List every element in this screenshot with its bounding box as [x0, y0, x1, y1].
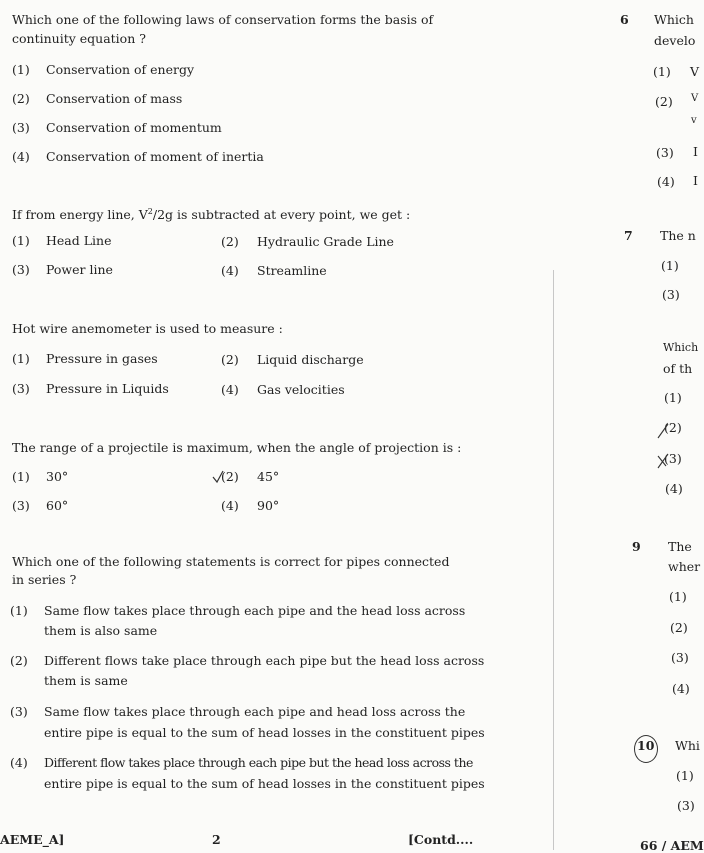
q1-option-2-text: Conservation of mass — [46, 91, 183, 106]
q8-option-1-num: (1) — [664, 390, 682, 405]
q4-option-2-text: 45° — [257, 469, 280, 484]
q7-number: 7 — [624, 228, 633, 243]
q5-option-2-line2: them is same — [44, 673, 128, 688]
q7-stem-line1: The n — [660, 228, 696, 243]
q2-stem-sup: 2 — [147, 207, 153, 216]
q1-option-3-num: (3) — [12, 120, 30, 135]
q6-number: 6 — [620, 12, 629, 27]
q6-option-1-num: (1) — [653, 64, 671, 79]
q5-option-2-num: (2) — [10, 653, 28, 668]
q5-option-1-line2: them is also same — [44, 623, 158, 638]
q9-option-4-num: (4) — [672, 681, 690, 696]
q3-option-1-text: Pressure in gases — [46, 351, 158, 366]
q6-option-2-num: (2) — [655, 94, 673, 109]
q6-option-2-frag2: v — [691, 115, 697, 126]
q3-option-4-num: (4) — [221, 382, 239, 397]
q10-option-3-num: (3) — [677, 798, 695, 813]
q8-option-3-num: (3) — [664, 451, 682, 466]
q10-option-1-num: (1) — [676, 768, 694, 783]
q2-option-4-num: (4) — [221, 263, 239, 278]
q6-stem-line2: develo — [654, 33, 696, 48]
q9-stem-line1: The — [668, 539, 692, 554]
q5-stem-line1: Which one of the following statements is correct for pipes connected — [12, 554, 450, 569]
q9-option-2-num: (2) — [670, 620, 688, 635]
q4-option-4-num: (4) — [221, 498, 239, 513]
q6-option-3-num: (3) — [656, 145, 674, 160]
q5-option-4-line1: Different flow takes place through each pipe but the head loss across the — [44, 755, 473, 770]
q2-option-3-num: (3) — [12, 262, 30, 277]
q5-option-4-line2: entire pipe is equal to the sum of head losses in the constituent pipes — [44, 776, 485, 791]
q2-option-4-text: Streamline — [257, 263, 327, 278]
q6-option-2-frag: V — [691, 93, 699, 104]
q9-number: 9 — [632, 539, 641, 554]
q5-option-4-num: (4) — [10, 755, 28, 770]
q1-option-4-text: Conservation of moment of inertia — [46, 149, 264, 164]
q1-option-1-text: Conservation of energy — [46, 62, 195, 77]
footer-continued: [Contd.... — [408, 832, 474, 847]
q5-option-3-line1: Same flow takes place through each pipe and head loss across the — [44, 704, 466, 719]
q4-option-3-text: 60° — [46, 498, 69, 513]
q1-option-1-num: (1) — [12, 62, 30, 77]
q9-option-1-num: (1) — [669, 589, 687, 604]
q3-option-4-text: Gas velocities — [257, 382, 345, 397]
q2-option-3-text: Power line — [46, 262, 113, 277]
q2-option-1-text: Head Line — [46, 233, 112, 248]
q10-stem-line1: Whi — [675, 738, 700, 753]
q1-stem-line1: Which one of the following laws of conservation forms the basis of — [12, 12, 434, 27]
q2-stem-post: /2g is subtracted at every point, we get : — [152, 207, 411, 223]
q5-option-1-num: (1) — [10, 603, 28, 618]
q4-option-1-num: (1) — [12, 469, 30, 484]
q2-option-2-num: (2) — [221, 234, 239, 249]
q8-stem-line1: Which — [663, 341, 699, 354]
q2-stem — [12, 202, 410, 225]
q2-option-2-text: Hydraulic Grade Line — [257, 234, 394, 249]
q4-option-2-num: (2) — [221, 469, 239, 484]
q8-option-4-num: (4) — [665, 481, 683, 496]
q9-stem-line2: wher — [668, 559, 701, 574]
q3-stem: Hot wire anemometer is used to measure : — [12, 321, 283, 336]
q6-option-3-frag: I — [693, 144, 698, 159]
right-footer-code: 66 / AEM — [640, 838, 704, 853]
q3-option-3-num: (3) — [12, 381, 30, 396]
q6-option-4-num: (4) — [657, 174, 675, 189]
page-spine-divider — [553, 270, 554, 850]
q6-option-1-frag: V — [690, 64, 700, 79]
pen-slash-mark-icon — [656, 422, 670, 440]
q4-option-4-text: 90° — [257, 498, 280, 513]
q1-option-4-num: (4) — [12, 149, 30, 164]
q6-option-4-frag: I — [693, 173, 698, 188]
q3-option-2-text: Liquid discharge — [257, 352, 364, 367]
q1-stem-line2: continuity equation ? — [12, 31, 146, 46]
q3-option-1-num: (1) — [12, 351, 30, 366]
q2-stem-pre: If from energy line, V — [12, 207, 148, 223]
q7-option-3-num: (3) — [662, 287, 680, 302]
q1-option-2-num: (2) — [12, 91, 30, 106]
q5-option-2-line1: Different flows take place through each pipe but the head loss across — [44, 653, 485, 668]
footer-paper-code: AEME_A] — [0, 832, 65, 847]
q7-option-1-num: (1) — [661, 258, 679, 273]
q8-stem-line2: of th — [663, 361, 693, 376]
pen-cross-mark-icon — [656, 452, 670, 470]
q3-option-3-text: Pressure in Liquids — [46, 381, 169, 396]
q10-number: 10 — [637, 738, 655, 753]
q4-option-3-num: (3) — [12, 498, 30, 513]
footer-page-number: 2 — [212, 832, 221, 847]
q9-option-3-num: (3) — [671, 650, 689, 665]
pen-tick-mark-icon — [212, 470, 224, 484]
q5-option-3-num: (3) — [10, 704, 28, 719]
q1-option-3-text: Conservation of momentum — [46, 120, 222, 135]
q5-option-3-line2: entire pipe is equal to the sum of head losses in the constituent pipes — [44, 725, 485, 740]
q4-option-1-text: 30° — [46, 469, 69, 484]
q5-option-1-line1: Same flow takes place through each pipe and the head loss across — [44, 603, 466, 618]
q6-stem-line1: Which — [654, 12, 694, 27]
q4-stem: The range of a projectile is maximum, when the angle of projection is : — [12, 440, 462, 455]
q2-option-1-num: (1) — [12, 233, 30, 248]
q8-option-2-num: (2) — [664, 420, 682, 435]
q5-stem-line2: in series ? — [12, 572, 77, 587]
q3-option-2-num: (2) — [221, 352, 239, 367]
